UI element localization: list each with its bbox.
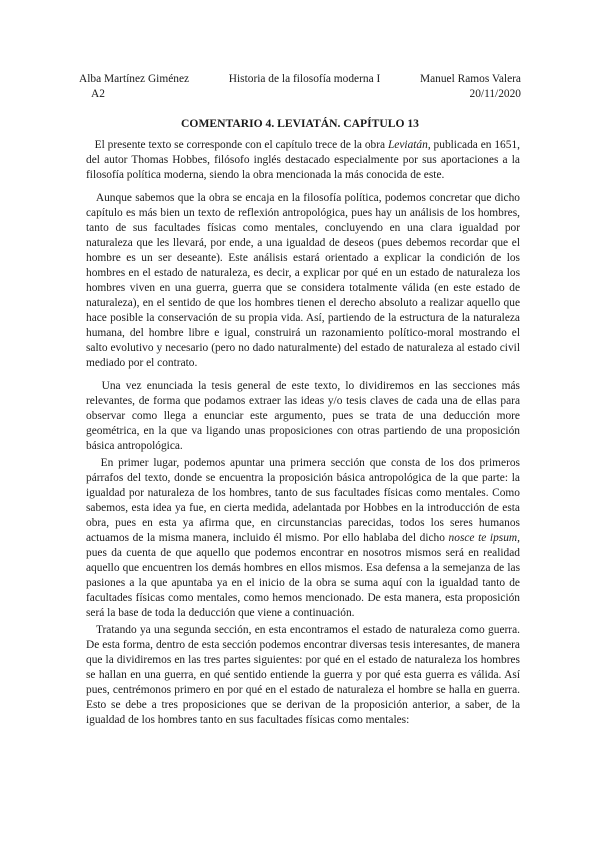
header-row-2 — [79, 87, 521, 102]
work-title: Leviatán — [387, 139, 428, 151]
document-body — [86, 138, 520, 728]
paragraph-intro — [86, 138, 520, 183]
paragraph-first-section-text-a: En primer lugar, podemos apuntar una primera sección que consta de los dos primeros párrafos del texto, donde se encuentra la proposición básica antropológica de la que parte: la igualdad por naturaleza de los hombres, tanto de sus facultades físicas como mentales. Como sabemos, esta idea ya fue, en cierta medida, adelantada por Hobbes en la introducción de esta obra, pues en esta ya afirma que, en circunstancias parecidas, todos los seres humanos actuamos de la misma manera, incluido él mismo. Por ello hablaba del dicho — [86, 457, 520, 544]
document-header — [79, 72, 521, 102]
paragraph-thesis-text: Aunque sabemos que la obra se encaja en la filosofía política, podemos concretar que dicho capítulo es más bien un texto de reflexión antropológica, pues hay un análisis de los hombres, tanto de sus facultades físicas como mentales, concluyendo en una clara igualdad por naturaleza que les llevará, por ende, a una igualdad de deseos (pues debemos recordar que el hombre es un ser deseante). Este análisis estará orientado a explicar la condición de los hombres en el estado de naturaleza, es decir, a explicar por qué en un estado de naturaleza los hombres viven en una guerra, guerra que se considera totalmente válida (en este estado de naturaleza), en el sentido de que los hombres tienen el derecho absoluto a realizar aquello que hace posible la conservación de su propia vida. Así, partiendo de la estructura de la naturaleza humana, del hombre libre e igual, construirá un razonamiento político-moral mostrando el salto evolutivo y necesario (pero no dado naturalmente) del estado de naturaleza al estado civil mediado por el contrato. — [86, 192, 520, 369]
latin-phrase: nosce te ipsum — [448, 532, 518, 544]
author-name: Alba Martínez Giménez — [79, 73, 190, 85]
paragraph-thesis — [86, 191, 520, 371]
header-row-1 — [79, 72, 521, 87]
paragraph-second-section-text: Tratando ya una segunda sección, en esta encontramos el estado de naturaleza como guerra. De esta forma, dentro de esta sección podemos encontrar diversas tesis interesantes, de manera que la dividiremos en las tres partes siguientes: por qué en el estado de naturaleza los hombres se hallan en una guerra, en qué sentido entiende la guerra y por qué esta guerra es válida. Así pues, centrémonos primero en por qué en el estado de naturaleza el hombre se halla en guerra. Esto se debe a tres proposiciones que se derivan de la proposición anterior, a saber, de la igualdad de los hombres tanto en sus facultades físicas como mentales: — [86, 624, 520, 726]
paragraph-structure — [86, 379, 520, 454]
date-label: 20/11/2020 — [469, 88, 521, 100]
group-label: A2 — [91, 88, 105, 100]
paragraph-intro-text-a: El presente texto se corresponde con el capítulo trece de la obra — [94, 139, 388, 151]
page-title: COMENTARIO 4. LEVIATÁN. CAPÍTULO 13 — [181, 117, 419, 130]
paragraph-first-section-text-b: , pues da cuenta de que aquello que podemos encontrar en nosotros mismos será en realidad aquello que encuentren los demás hombres en ellos mismos. Esa defensa a la semejanza de las pasiones a la que apuntaba ya en el inicio de la obra se suma aquí con la igualdad tanto de facultades físicas como mentales, como hemos mencionado. De esta manera, esta proposición será la base de toda la deducción que viene a continuación. — [86, 532, 520, 619]
paragraph-structure-text: Una vez enunciada la tesis general de este texto, lo dividiremos en las secciones más relevantes, de forma que podamos extraer las ideas y/o tesis claves de cada una de ellas para observar como llega a enunciar este argumento, pues se trata de una deducción more geométrica, en la que va ligando unas proposiciones con otras partiendo de una proposición básica antropológica. — [86, 380, 520, 452]
paragraph-intro-text-b: , publicada en 1651, del autor Thomas Hobbes, filósofo inglés destacado especialmente por sus aportaciones a la filosofía política moderna, siendo la obra mencionada la más conocida de este. — [86, 139, 520, 181]
paragraph-second-section — [86, 623, 520, 728]
paragraph-first-section — [86, 456, 520, 621]
teacher-name: Manuel Ramos Valera — [419, 73, 521, 85]
course-name: Historia de la filosofía moderna I — [228, 73, 381, 85]
